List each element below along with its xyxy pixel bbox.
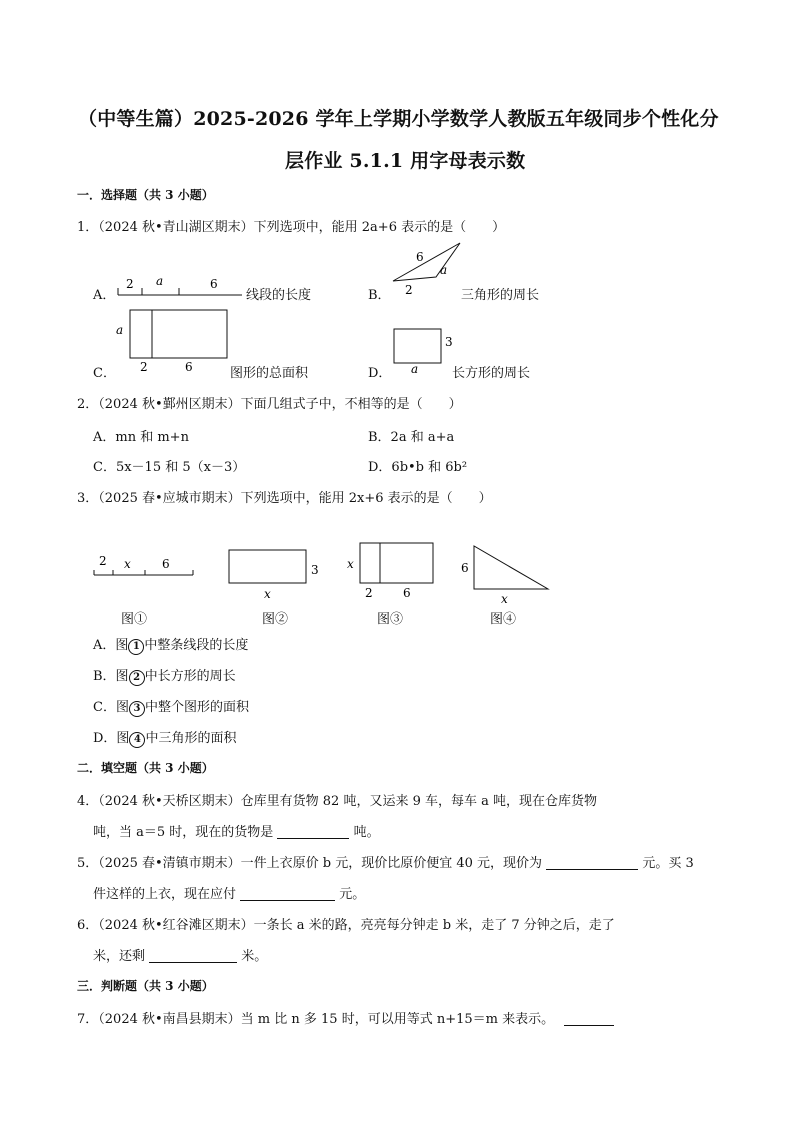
q3-figure-4-triangle <box>458 543 558 605</box>
q1-figure-b-triangle <box>390 240 470 300</box>
circled-number-4: 4 <box>129 732 145 748</box>
q1-option-b-text: 三角形的周长 <box>461 288 540 303</box>
q5-answer-blank-2[interactable] <box>240 886 335 901</box>
q1-figure-c-rectangles <box>112 308 232 374</box>
question-3-stem: 3．（2025 春•应城市期末）下列选项中，能用 2x+6 表示的是（ ） <box>77 491 492 506</box>
q2-option-d: D．6b•b 和 6b² <box>368 460 468 475</box>
q3-figure-2-caption: 图② <box>262 612 289 627</box>
q3-fig3-label-2: 2 <box>365 586 373 600</box>
q1-fig-a-label-2: 2 <box>126 277 134 291</box>
q1-fig-b-label-6: 6 <box>416 250 424 264</box>
q2-option-c: C．5x－15 和 5（x－3） <box>93 460 246 475</box>
q1-fig-b-label-a: a <box>440 263 448 277</box>
q3-fig4-label-x: x <box>501 592 508 606</box>
q3-figure-1-caption: 图① <box>121 612 148 627</box>
q3-option-c: C．图 3 中整个图形的面积 <box>93 700 249 715</box>
q3-figure-4-caption: 图④ <box>490 612 517 627</box>
q1-fig-d-label-3: 3 <box>445 335 453 349</box>
q1-fig-a-label-a: a <box>156 274 164 288</box>
question-7-line1: 7．（2024 秋•南昌县期末）当 m 比 n 多 15 时，可以用等式 n+15＝m 来表示。 <box>77 1008 614 1027</box>
q1-fig-c-label-a: a <box>116 323 124 337</box>
section-heading-judge: 三．判断题（共 3 小题） <box>77 979 214 993</box>
section-heading-fill: 二．填空题（共 3 小题） <box>77 761 214 775</box>
q3-fig1-label-2: 2 <box>99 554 107 568</box>
question-4-line2: 吨，当 a＝5 时，现在的货物是 吨。 <box>93 825 380 840</box>
q1-option-c-text: 图形的总面积 <box>230 366 309 381</box>
page-title-line1: （中等生篇）2025-2026 学年上学期小学数学人教版五年级同步个性化分 <box>78 108 719 130</box>
q7-answer-blank[interactable] <box>564 1011 614 1026</box>
q1-fig-b-label-2: 2 <box>405 283 413 297</box>
q2-option-a: A．mn 和 m+n <box>93 430 189 445</box>
question-1-stem: 1．（2024 秋•青山湖区期末）下列选项中，能用 2a+6 表示的是（ ） <box>77 220 506 235</box>
circled-number-1: 1 <box>128 639 144 655</box>
circled-number-3: 3 <box>129 701 145 717</box>
q3-fig3-label-6: 6 <box>403 586 411 600</box>
q3-figure-1-segment <box>92 550 200 580</box>
q1-figure-a-segment <box>116 274 246 298</box>
q1-figure-d-rectangle <box>390 326 460 376</box>
q1-option-a-text: 线段的长度 <box>246 288 312 303</box>
q3-fig1-label-6: 6 <box>162 557 170 571</box>
section-heading-choice: 一．选择题（共 3 小题） <box>77 188 214 202</box>
q3-fig4-label-6: 6 <box>461 561 469 575</box>
question-2-stem: 2．（2024 秋•鄞州区期末）下面几组式子中，不相等的是（ ） <box>77 397 462 412</box>
q3-fig1-label-x: x <box>124 557 131 571</box>
circled-number-2: 2 <box>129 670 145 686</box>
q1-option-b-label: B． <box>368 288 391 303</box>
q3-figure-2-rectangle <box>226 548 326 600</box>
q6-answer-blank[interactable] <box>149 948 237 963</box>
q3-option-d: D．图 4 中三角形的面积 <box>93 731 237 746</box>
q5-answer-blank-1[interactable] <box>546 855 638 870</box>
q1-fig-d-label-a: a <box>411 362 419 376</box>
q1-option-d-text: 长方形的周长 <box>452 366 531 381</box>
q1-fig-c-label-6: 6 <box>185 360 193 374</box>
question-6-line1: 6．（2024 秋•红谷滩区期末）一条长 a 米的路，亮亮每分钟走 b 米，走了 7 分钟之后，走了 <box>77 918 615 933</box>
question-6-line2: 米，还剩 米。 <box>93 949 268 964</box>
page-title-line2: 层作业 5.1.1 用字母表示数 <box>285 150 526 172</box>
q1-option-d-label: D． <box>368 366 392 381</box>
q1-fig-c-label-2: 2 <box>140 360 148 374</box>
question-5-line2: 件这样的上衣，现在应付 元。 <box>93 887 366 902</box>
q2-option-b: B．2a 和 a+a <box>368 430 455 445</box>
q3-fig2-label-3: 3 <box>311 563 319 577</box>
q3-option-a: A．图 1 中整条线段的长度 <box>93 638 249 653</box>
q4-answer-blank[interactable] <box>277 824 349 839</box>
q3-figure-3-rectangles <box>345 541 440 601</box>
q1-fig-a-label-6: 6 <box>210 277 218 291</box>
q3-fig3-label-x: x <box>347 557 354 571</box>
q1-option-a-label: A． <box>93 288 116 303</box>
question-5-line1: 5．（2025 春•清镇市期末）一件上衣原价 b 元，现价比原价便宜 40 元，现价为 元。买 3 <box>77 856 694 871</box>
question-4-line1: 4．（2024 秋•天桥区期末）仓库里有货物 82 吨，又运来 9 车，每车 a 吨，现在仓库货物 <box>77 794 598 809</box>
q1-option-c-label: C． <box>93 366 116 381</box>
q3-figure-3-caption: 图③ <box>377 612 404 627</box>
q3-fig2-label-x: x <box>264 587 271 601</box>
q3-option-b: B．图 2 中长方形的周长 <box>93 669 236 684</box>
